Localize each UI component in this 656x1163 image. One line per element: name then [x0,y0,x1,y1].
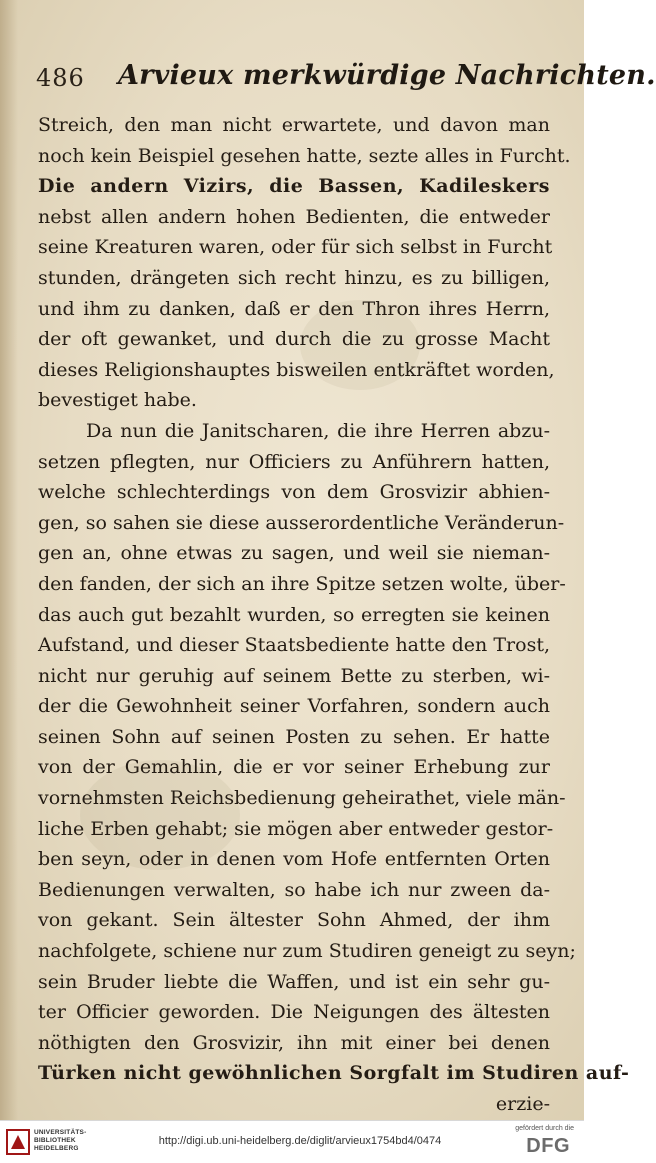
page-header [36,58,656,98]
text-line: der oft gewanket, und durch die zu grosse Macht [38,328,550,351]
dfg-logo: DFG [526,1135,570,1157]
text-line: setzen pflegten, nur Officiers zu Anführern hatten, [38,450,550,473]
text-line: nachfolgete, schiene nur zum Studiren geneigt zu seyn; [38,940,576,963]
text-line: seine Kreaturen waren, oder für sich selbst in Furcht [38,236,553,259]
university-library-logo-icon [6,1129,30,1155]
library-name-line: BIBLIOTHEK [34,1137,76,1144]
funding-note: gefördert durch die [515,1125,574,1132]
text-line: nicht nur geruhig auf seinem Bette zu sterben, wi- [38,664,550,687]
text-line: ter Officier geworden. Die Neigungen des ältesten [38,1001,550,1024]
library-name [34,1129,86,1153]
text-line: den fanden, der sich an ihre Spitze setzen wolte, über- [38,572,566,595]
text-line: Da nun die Janitscharen, die ihre Herren abzu- [86,419,550,442]
text-line: sein Bruder liebte die Waffen, und ist ein sehr gu- [38,970,550,993]
text-line: vornehmsten Reichsbedienung geheirathet, viele män- [38,787,566,810]
running-title: Arvieux merkwürdige Nachrichten. [118,60,656,91]
text-line: gen an, ohne etwas zu sagen, und weil sie nieman- [38,542,550,565]
text-line: welche schlechterdings von dem Grosvizir abhien- [38,481,550,504]
text-line: bevestiget habe. [38,389,197,412]
text-line: gen, so sahen sie diese ausserordentliche Veränderun- [38,511,565,534]
text-line: dieses Religionshauptes bisweilen entkräftet worden, [38,358,555,381]
text-line: von gekant. Sein ältester Sohn Ahmed, der ihm [38,909,550,932]
text-line: noch kein Beispiel gesehen hatte, sezte alles in Furcht. [38,144,571,167]
text-line: liche Erben gehabt; sie mögen aber entweder gestor- [38,817,554,840]
catchword: erzie- [495,1093,550,1115]
text-line: stunden, drängeten sich recht hinzu, es zu billigen, [38,266,550,289]
text-line: und ihm zu danken, daß er den Thron ihres Herrn, [38,297,550,320]
viewer-footer [0,1120,584,1163]
text-line: ben seyn, oder in denen vom Hofe entfernten Orten [38,848,550,871]
text-line: seinen Sohn auf seinen Posten zu sehen. Er hatte [38,725,550,748]
text-line: Aufstand, und dieser Staatsbediente hatte den Trost, [38,634,550,657]
text-line: der die Gewohnheit seiner Vorfahren, sondern auch [38,695,550,718]
permalink-url[interactable]: http://digi.ub.uni-heidelberg.de/diglit/arvieux1754bd4/0474 [158,1135,442,1147]
text-line: Streich, den man nicht erwartete, und davon man [38,114,550,136]
text-line: nöthigten den Grosvizir, ihn mit einer bei denen [38,1031,550,1054]
text-line: nebst allen andern hohen Bedienten, die entweder [38,205,550,228]
body-text [38,110,630,1120]
page-number: 486 [36,64,85,92]
text-line: von der Gemahlin, die er vor seiner Erhebung zur [38,756,550,779]
text-line: Türken nicht gewöhnlichen Sorgfalt im Studiren auf- [38,1062,630,1085]
text-line: das auch gut bezahlt wurden, so erregten sie keinen [38,603,550,626]
library-name-line: HEIDELBERG [34,1145,79,1152]
text-line: Die andern Vizirs, die Bassen, Kadileskers [38,175,550,198]
library-name-line: UNIVERSITÄTS- [34,1129,87,1136]
text-line: Bedienungen verwalten, so habe ich nur zween da- [38,878,550,901]
